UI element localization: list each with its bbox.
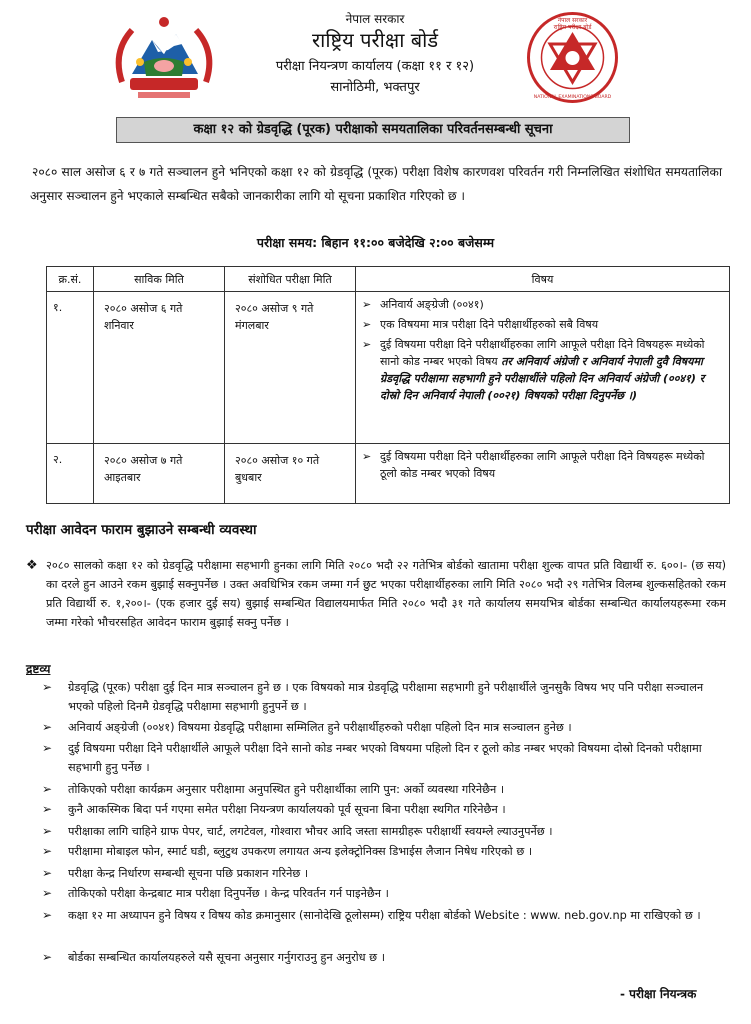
- row-new-date: [225, 444, 356, 504]
- arrow-right-icon: ➢: [42, 866, 53, 880]
- list-item: ➢ एक विषयमा मात्र परीक्षा दिने परीक्षार्थीहरुको सबै विषय: [362, 318, 599, 331]
- col-header-new-date: संशोधित परीक्षा मिति: [225, 267, 356, 292]
- table-header-row: [47, 267, 730, 292]
- nepal-government-emblem-icon: [108, 12, 220, 112]
- list-item: ➢ अनिवार्य अङ्ग्रेजी (००४१) विषयमा ग्रेडवृद्धि परीक्षामा सम्मिलित हुने परीक्षार्थीहरुको परीक्षा पहिलो दिन मात्र सञ्चालन हुनेछ ।: [68, 718, 728, 737]
- list-item: ➢ परीक्षामा मोबाइल फोन, स्मार्ट घडी, ब्लुटुथ उपकरण लगायत अन्य इलेक्ट्रोनिक्स डिभाईस लैजान निषेध गरिएको छ ।: [68, 842, 728, 861]
- list-item: ➢ तोकिएको परीक्षा कार्यक्रम अनुसार परीक्षामा अनुपस्थित हुने परीक्षार्थीका लागि पुन: अर्को व्यवस्था गरिनेछैन ।: [68, 780, 728, 799]
- arrow-right-icon: ➢: [42, 844, 53, 858]
- header-board-name: राष्ट्रिय परीक्षा बोर्ड: [311, 28, 439, 52]
- arrow-right-icon: ➢: [42, 680, 53, 694]
- arrow-right-icon: ➢: [362, 298, 372, 311]
- row-subjects: [356, 292, 730, 444]
- list-item: ➢ ग्रेडवृद्धि (पूरक) परीक्षा दुई दिन मात्र सञ्चालन हुने छ । एक विषयको मात्र ग्रेडवृद्धि परीक्षामा सहभागी हुने परीक्षार्थीले जुनसुकै विषय भए पनि परीक्षा सञ्चालन भएको पहिलो दिनमै ग्रेडवृद्धि परीक्षामा सहभागी हुनुपर्ने छ ।: [42, 680, 704, 713]
- arrow-right-icon: ➢: [362, 318, 372, 331]
- row-old-date: [94, 292, 225, 444]
- emphasis-note: तर अनिवार्य अंग्रेजी र अनिवार्य नेपाली दुवै विषयमा ग्रेडवृद्धि परीक्षामा सहभागी हुने परीक्षार्थीले पहिलो दिन अनिवार्य अंग्रेजी (००४१) र दोस्रो दिन अनिवार्य नेपाली (००२१) विषयको परीक्षा दिनुपर्नेछ ।): [380, 355, 705, 402]
- new-date: २०८० असोज ९ गते: [235, 302, 314, 315]
- col-header-sn: क्र.सं.: [47, 267, 94, 292]
- list-item: ➢ कक्षा १२ मा अध्यापन हुने विषय र विषय कोड क्रमानुसार (सानोदेखि ठूलोसम्म) राष्ट्रिय परीक्षा बोर्डको Website : www. neb.gov.np मा राखिएको छ ।: [68, 906, 728, 925]
- col-header-subject: विषय: [356, 267, 730, 292]
- list-item: ➢ तोकिएको परीक्षा केन्द्रबाट मात्र परीक्षा दिनुपर्नेछ । केन्द्र परिवर्तन गर्न पाइनेछैन ।: [68, 884, 728, 903]
- application-paragraph: ❖ २०८० सालको कक्षा १२ को ग्रेडवृद्धि परीक्षामा सहभागी हुनका लागि मिति २०८० भदौ २२ गतेभित्र बोर्डको खातामा परीक्षा शुल्क वापत प्रति विद्यार्थी रु. ६००।- (छ सय) का दरले हुन आउने रकम बुझाई सक्नुपर्नेछ । उक्त अवधिभित्र रकम जम्मा गर्न छुट भएका परीक्षार्थीहरुका लागि मिति २०८० भदौ २९ गतेभित्र विलम्ब शुल्कसहितको रकम प्रति विद्यार्थी रु. १,२००।- (एक हजार दुई सय) बुझाई सम्बन्धित विद्यालयमार्फत मिति २०८० भदौ ३१ गते कार्यालय समयभित्र बोर्डका सम्बन्धित कार्यालयहरूमा रकम जम्मा गरेको भौचरसहित आवेदन फाराम बुझाई सक्नु पर्नेछ ।: [26, 558, 726, 629]
- row-subjects: [356, 444, 730, 504]
- header-address: सानोठिमी, भक्तपुर: [330, 80, 420, 95]
- header-government: नेपाल सरकार: [345, 12, 405, 26]
- table-row: [47, 444, 730, 504]
- new-date: २०८० असोज १० गते: [235, 454, 320, 467]
- old-day: शनिवार: [104, 319, 134, 332]
- svg-text:राष्ट्रिय परीक्षा बोर्ड: राष्ट्रिय परीक्षा बोर्ड: [553, 24, 592, 31]
- list-item: ➢ दुई विषयमा परीक्षा दिने परीक्षार्थीहरुका लागि आफूले परीक्षा दिने विषयहरू मध्येको सानो कोड नम्बर भएको विषय तर अनिवार्य अंग्रेजी र अनिवार्य नेपाली दुवै विषयमा ग्रेडवृद्धि परीक्षामा सहभागी हुने परीक्षार्थीले पहिलो दिन अनिवार्य अंग्रेजी (००४१) र दोस्रो दिन अनिवार्य नेपाली (००२१) विषयको परीक्षा दिनुपर्नेछ ।): [362, 338, 705, 402]
- new-day: बुधबार: [235, 471, 262, 484]
- arrow-right-icon: ➢: [42, 720, 53, 734]
- notes-heading: द्रष्टव्य: [26, 662, 51, 676]
- list-item: ➢ अनिवार्य अङ्ग्रेजी (००४१): [362, 298, 484, 311]
- signature: - परीक्षा नियन्त्रक: [620, 987, 697, 1001]
- new-day: मंगलबार: [235, 319, 269, 332]
- list-item: ➢ दुई विषयमा परीक्षा दिने परीक्षार्थीले आफूले परीक्षा दिने सानो कोड नम्बर भएको विषयमा पहिलो दिन र ठूलो कोड नम्बर भएको विषयमा दोस्रो दिनको परीक्षामा सहभागी हुनु पर्नेछ ।: [42, 741, 702, 774]
- four-diamond-bullet-icon: ❖: [26, 558, 38, 573]
- notice-title: कक्षा १२ को ग्रेडवृद्धि (पूरक) परीक्षाको समयतालिका परिवर्तनसम्बन्धी सूचना: [116, 117, 630, 143]
- intro-paragraph: २०८० साल असोज ६ र ७ गते सञ्चालन हुने भनिएको कक्षा १२ को ग्रेडवृद्धि (पूरक) परीक्षा विशेष कारणवश परिवर्तन गरी निम्नलिखित संशोधित समयतालिका अनुसार सञ्चालन हुने भएकाले सम्बन्धित सबैको जानकारीका लागि यो सूचना प्रकाशित गरिएको छ ।: [30, 165, 722, 203]
- row-sn: १.: [47, 292, 94, 444]
- section-title: परीक्षा आवेदन फाराम बुझाउने सम्बन्धी व्यवस्था: [26, 522, 257, 538]
- exam-time: परीक्षा समय: बिहान ११:०० बजेदेखि २:०० बजेसम्म: [256, 235, 495, 250]
- arrow-right-icon: ➢: [362, 338, 372, 351]
- header-office: परीक्षा नियन्त्रण कार्यालय (कक्षा ११ र १२): [275, 59, 475, 74]
- list-item: ➢ दुई विषयमा परीक्षा दिने परीक्षार्थीहरुका लागि आफूले परीक्षा दिने विषयहरू मध्येको ठूलो कोड नम्बर भएको विषय: [362, 450, 705, 480]
- col-header-old-date: साविक मिति: [94, 267, 225, 292]
- schedule-table: [46, 266, 730, 504]
- svg-text:NATIONAL EXAMINATIONS BOARD: NATIONAL EXAMINATIONS BOARD: [533, 95, 612, 100]
- arrow-right-icon: ➢: [42, 741, 53, 755]
- arrow-right-icon: ➢: [42, 782, 53, 796]
- arrow-right-icon: ➢: [42, 950, 53, 964]
- list-item: ➢ परीक्षाका लागि चाहिने ग्राफ पेपर, चार्ट, लगटेवल, गोश्वारा भौचर आदि जस्ता सामग्रीहरू परीक्षार्थी स्वयम्ले ल्याउनुपर्नेछ ।: [68, 822, 728, 841]
- arrow-right-icon: ➢: [42, 886, 53, 900]
- list-item: ➢ परीक्षा केन्द्र निर्धारण सम्बन्धी सूचना पछि प्रकाशन गरिनेछ ।: [68, 864, 728, 883]
- arrow-right-icon: ➢: [42, 802, 53, 816]
- row-new-date: [225, 292, 356, 444]
- arrow-right-icon: ➢: [362, 450, 372, 463]
- old-date: २०८० असोज ६ गते: [104, 302, 183, 315]
- row-sn: २.: [47, 444, 94, 504]
- row-old-date: [94, 444, 225, 504]
- neb-seal-icon: [525, 10, 620, 105]
- arrow-right-icon: ➢: [42, 824, 53, 838]
- list-item: ➢ बोर्डका सम्बन्धित कार्यालयहरुले यसै सूचना अनुसार गर्नुगराउनु हुन अनुरोध छ ।: [68, 948, 728, 967]
- old-date: २०८० असोज ७ गते: [104, 454, 183, 467]
- old-day: आइतबार: [104, 471, 141, 484]
- svg-text:नेपाल सरकार: नेपाल सरकार: [557, 17, 588, 24]
- list-item: ➢ कुनै आकस्मिक बिदा पर्न गएमा समेत परीक्षा नियन्त्रण कार्यालयको पूर्व सूचना बिना परीक्षा स्थगित गरिनेछैन ।: [68, 800, 728, 819]
- arrow-right-icon: ➢: [42, 908, 53, 922]
- table-row: [47, 292, 730, 444]
